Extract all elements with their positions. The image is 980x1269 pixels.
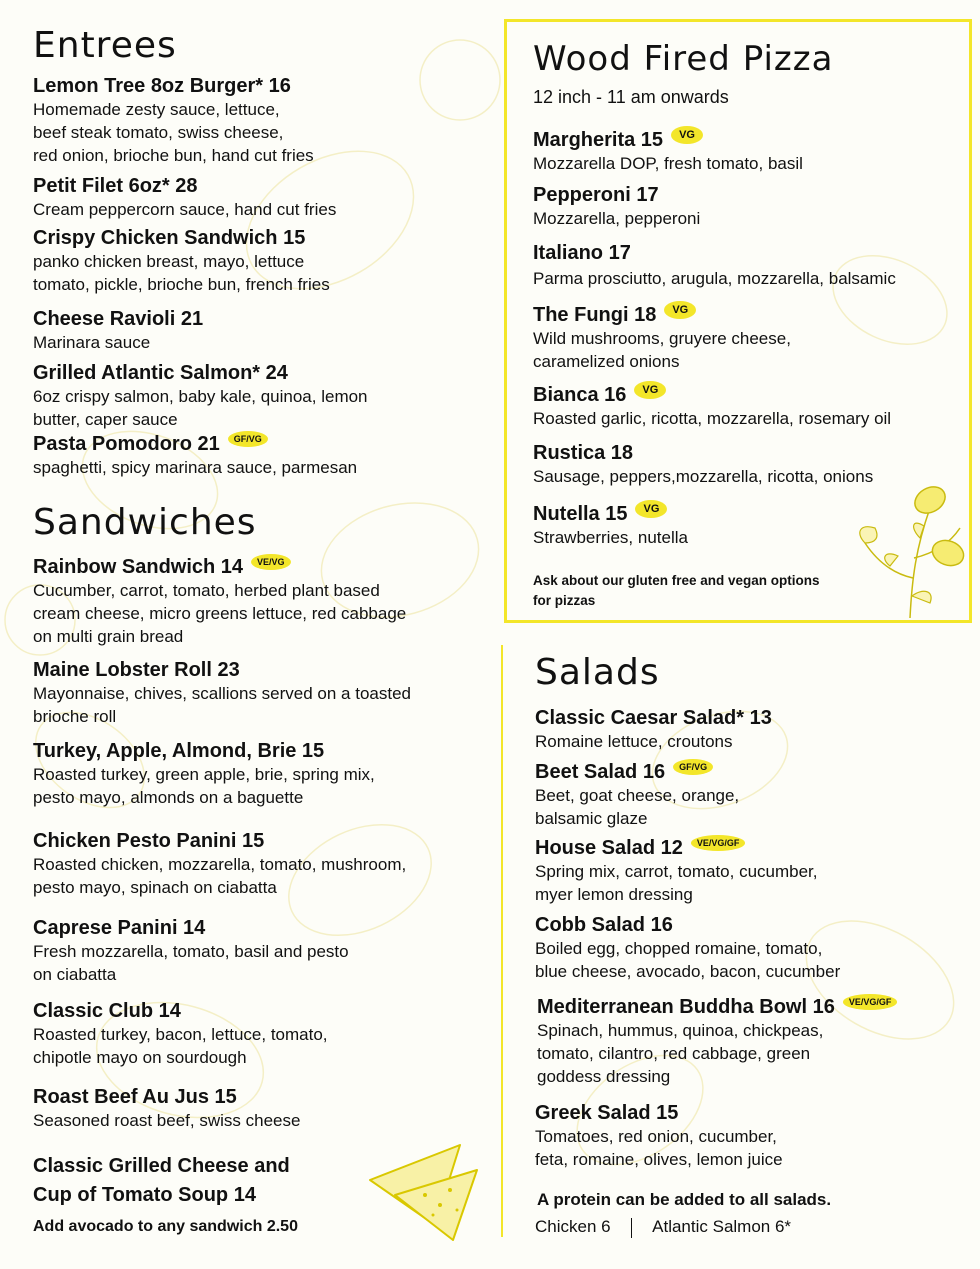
item-desc: Cucumber, carrot, tomato, herbed plant based cream cheese, micro greens lettuce, red cabbage on multi grain bread (33, 581, 407, 646)
item-desc: Sausage, peppers,mozzarella, ricotta, onions (533, 467, 874, 486)
item-desc: Strawberries, nutella (533, 528, 688, 547)
menu-item (33, 829, 406, 899)
menu-item (533, 303, 791, 373)
item-name: Pepperoni 17 (533, 184, 659, 206)
menu-item (535, 913, 840, 983)
item-name: Rustica 18 (533, 442, 634, 464)
pizza-note: Ask about our gluten free and vegan options for pizzas (533, 573, 820, 608)
item-name: Classic Grilled Cheese and Cup of Tomato Soup 14 (33, 1155, 290, 1206)
menu-item (533, 383, 891, 430)
menu-item (33, 307, 203, 354)
item-name: Maine Lobster Roll 23 (33, 659, 240, 681)
lemon-branch-illustration (850, 478, 970, 623)
item-name: The Fungi 18 (533, 304, 657, 326)
item-name: Caprese Panini 14 (33, 917, 206, 939)
protein-option: Chicken 6 (535, 1217, 611, 1236)
dietary-badge: VG (664, 301, 696, 319)
menu-item (33, 361, 368, 431)
item-name: Mediterranean Buddha Bowl 16 (537, 996, 835, 1018)
item-desc: Fresh mozzarella, tomato, basil and pesto on ciabatta (33, 942, 349, 984)
item-name: Cobb Salad 16 (535, 914, 673, 936)
menu-item (537, 995, 897, 1088)
menu-item (33, 916, 349, 986)
item-name: Grilled Atlantic Salmon* 24 (33, 362, 288, 384)
dietary-badge: GF/VG (228, 431, 268, 447)
menu-item (33, 174, 336, 221)
sandwich-footnote: Add avocado to any sandwich 2.50 (33, 1218, 298, 1235)
menu-item (535, 760, 739, 830)
item-desc: Roasted turkey, bacon, lettuce, tomato, chipotle mayo on sourdough (33, 1025, 328, 1067)
item-desc: Mozzarella DOP, fresh tomato, basil (533, 154, 803, 173)
item-desc: spaghetti, spicy marinara sauce, parmesan (33, 458, 358, 477)
item-desc: Spring mix, carrot, tomato, cucumber, myer lemon dressing (535, 862, 818, 904)
menu-item (533, 241, 896, 290)
item-name: Cheese Ravioli 21 (33, 308, 204, 330)
sandwich-illustration (365, 1140, 485, 1245)
item-name: Pasta Pomodoro 21 (33, 433, 220, 455)
item-name: Crispy Chicken Sandwich 15 (33, 227, 306, 249)
menu-item (33, 1085, 300, 1132)
entrees-section (33, 25, 483, 477)
item-name: Margherita 15 (533, 129, 664, 151)
item-desc: Wild mushrooms, gruyere cheese, caramelized onions (533, 329, 791, 371)
dietary-badge: VE/VG/GF (691, 835, 746, 851)
menu-item (33, 74, 314, 167)
menu-item (33, 658, 411, 728)
item-name: Lemon Tree 8oz Burger* 16 (33, 75, 291, 97)
pizza-subtitle: 12 inch - 11 am onwards (533, 87, 729, 107)
menu-item (535, 836, 818, 906)
item-name: Nutella 15 (533, 503, 628, 525)
pizza-title: Wood Fired Pizza (533, 39, 834, 79)
item-name: Roast Beef Au Jus 15 (33, 1086, 237, 1108)
item-name: Bianca 16 (533, 384, 627, 406)
protein-option: Atlantic Salmon 6* (652, 1217, 792, 1236)
salads-section (535, 652, 965, 1236)
item-desc: Romaine lettuce, croutons (535, 732, 733, 751)
protein-options (535, 1217, 791, 1238)
item-desc: Mozzarella, pepperoni (533, 209, 701, 228)
pizza-section (533, 39, 953, 608)
menu-item (33, 432, 357, 479)
item-desc: 6oz crispy salmon, baby kale, quinoa, lemon butter, caper sauce (33, 387, 368, 429)
item-name: Petit Filet 6oz* 28 (33, 175, 198, 197)
menu-item (533, 441, 873, 488)
protein-note: A protein can be added to all salads. (537, 1190, 832, 1209)
entrees-title: Entrees (33, 25, 177, 66)
item-desc: Mayonnaise, chives, scallions served on a toasted brioche roll (33, 684, 411, 726)
dietary-badge: VE/VG (251, 554, 291, 570)
item-desc: Boiled egg, chopped romaine, tomato, blue cheese, avocado, bacon, cucumber (535, 939, 841, 981)
salads-title: Salads (535, 652, 660, 693)
menu-item (33, 226, 330, 296)
item-name: Turkey, Apple, Almond, Brie 15 (33, 740, 325, 762)
item-name: Italiano 17 (533, 242, 631, 264)
item-desc: Cream peppercorn sauce, hand cut fries (33, 200, 337, 219)
dietary-badge: GF/VG (673, 759, 713, 775)
item-desc: Marinara sauce (33, 333, 151, 352)
item-desc: Seasoned roast beef, swiss cheese (33, 1111, 301, 1130)
item-desc: Spinach, hummus, quinoa, chickpeas, tomato, cilantro, red cabbage, green goddess dressing (537, 1021, 824, 1086)
item-desc: Roasted garlic, ricotta, mozzarella, rosemary oil (533, 409, 892, 428)
menu-item (533, 183, 700, 230)
menu-item (33, 739, 375, 809)
sandwiches-title: Sandwiches (33, 502, 257, 543)
dietary-badge: VE/VG/GF (843, 994, 898, 1010)
item-name: Classic Club 14 (33, 1000, 181, 1022)
dietary-badge: VG (634, 381, 666, 399)
item-desc: panko chicken breast, mayo, lettuce tomato, pickle, brioche bun, french fries (33, 252, 330, 294)
item-name: Greek Salad 15 (535, 1102, 679, 1124)
item-name: Classic Caesar Salad* 13 (535, 707, 772, 729)
item-name: Beet Salad 16 (535, 761, 666, 783)
menu-item (535, 706, 772, 753)
item-name: Chicken Pesto Panini 15 (33, 830, 265, 852)
item-name: House Salad 12 (535, 837, 683, 859)
dietary-badge: VG (671, 126, 703, 144)
item-desc: Homemade zesty sauce, lettuce, beef steak tomato, swiss cheese, red onion, brioche bun, hand cut fries (33, 100, 314, 165)
menu-item (535, 1101, 783, 1171)
protein-separator (631, 1218, 632, 1238)
column-divider (501, 645, 503, 1237)
sandwiches-section (33, 502, 483, 1235)
item-desc: Roasted turkey, green apple, brie, spring mix, pesto mayo, almonds on a baguette (33, 765, 375, 807)
menu-item (33, 1152, 290, 1210)
item-desc: Tomatoes, red onion, cucumber, feta, romaine, olives, lemon juice (535, 1127, 783, 1169)
menu-item (533, 128, 803, 175)
menu-item (33, 999, 328, 1069)
item-desc: Beet, goat cheese, orange, balsamic glaze (535, 786, 740, 828)
dietary-badge: VG (635, 500, 667, 518)
item-desc: Parma prosciutto, arugula, mozzarella, balsamic (533, 269, 896, 288)
item-name: Rainbow Sandwich 14 (33, 556, 244, 578)
menu-item (33, 555, 406, 648)
item-desc: Roasted chicken, mozzarella, tomato, mushroom, pesto mayo, spinach on ciabatta (33, 855, 407, 897)
menu-item (533, 502, 688, 549)
